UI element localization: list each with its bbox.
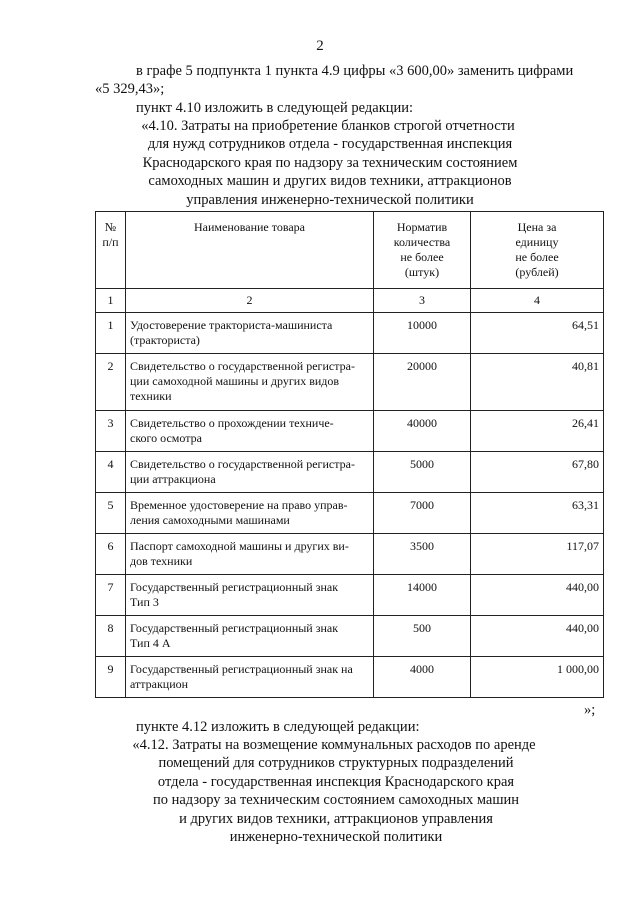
section-412-line: инженерно-технической политики [229, 829, 443, 845]
row-item-name: Паспорт самоходной машины и других ви- дов техники [126, 534, 374, 575]
intro-line-3: пункт 4.10 изложить в следующей редакции: [136, 100, 414, 116]
table-row [96, 616, 604, 657]
row-item-name: Временное удостоверение на право управ- ления самоходными машинами [126, 493, 374, 534]
row-price: 40,81 [471, 354, 604, 411]
row-number: 3 [96, 411, 126, 452]
row-item-name: Государственный регистрационный знак Тип 4 А [126, 616, 374, 657]
row-quantity: 14000 [374, 575, 471, 616]
row-price: 440,00 [471, 575, 604, 616]
row-item-name: Государственный регистрационный знак на аттракцион [126, 657, 374, 698]
section-410-line: управления инженерно-технической политики [186, 192, 474, 208]
table-row [96, 411, 604, 452]
section-410-line: «4.10. Затраты на приобретение бланков строгой отчетности [141, 118, 515, 134]
header-qty: Норматив количества не более (штук) [374, 212, 471, 289]
page-number: 2 [316, 38, 324, 54]
row-number: 7 [96, 575, 126, 616]
header-name: Наименование товара [126, 212, 374, 289]
row-item-name: Свидетельство о государственной регистра- ции самоходной машины и других видов техники [126, 354, 374, 411]
after-line-1: пункте 4.12 изложить в следующей редакции: [136, 719, 420, 735]
table-row [96, 313, 604, 354]
table-header-row [96, 212, 604, 289]
row-number: 1 [96, 313, 126, 354]
row-item-name: Удостоверение тракториста-машиниста (тракториста) [126, 313, 374, 354]
section-412-line: и других видов техники, аттракционов управления [179, 811, 493, 827]
row-price: 440,00 [471, 616, 604, 657]
table-row [96, 575, 604, 616]
row-quantity: 500 [374, 616, 471, 657]
row-item-name: Свидетельство о прохождении техниче- ского осмотра [126, 411, 374, 452]
index-cell: 4 [471, 289, 604, 313]
header-price: Цена за единицу не более (рублей) [471, 212, 604, 289]
closing-quote-mark: »; [584, 702, 596, 718]
section-410-line: Краснодарского края по надзору за техническим состоянием [142, 155, 518, 171]
row-quantity: 5000 [374, 452, 471, 493]
table-index-row [96, 289, 604, 313]
table-row [96, 452, 604, 493]
row-number: 9 [96, 657, 126, 698]
row-quantity: 4000 [374, 657, 471, 698]
section-410-line: самоходных машин и других видов техники, аттракционов [148, 173, 512, 189]
row-number: 5 [96, 493, 126, 534]
row-quantity: 10000 [374, 313, 471, 354]
row-quantity: 3500 [374, 534, 471, 575]
row-price: 1 000,00 [471, 657, 604, 698]
section-410-line: для нужд сотрудников отдела - государственная инспекция [147, 136, 513, 152]
items-table [95, 211, 604, 698]
section-412-line: «4.12. Затраты на возмещение коммунальных расходов по аренде [132, 737, 536, 753]
row-number: 4 [96, 452, 126, 493]
row-item-name: Государственный регистрационный знак Тип 3 [126, 575, 374, 616]
row-number: 2 [96, 354, 126, 411]
row-quantity: 40000 [374, 411, 471, 452]
row-quantity: 20000 [374, 354, 471, 411]
row-number: 8 [96, 616, 126, 657]
header-num: № п/п [96, 212, 126, 289]
row-price: 64,51 [471, 313, 604, 354]
section-412-line: по надзору за техническим состоянием самоходных машин [152, 792, 520, 808]
table-row [96, 493, 604, 534]
row-quantity: 7000 [374, 493, 471, 534]
index-cell: 2 [126, 289, 374, 313]
table-row [96, 657, 604, 698]
row-price: 67,80 [471, 452, 604, 493]
row-price: 117,07 [471, 534, 604, 575]
section-412-line: помещений для сотрудников структурных подразделений [158, 755, 514, 771]
table-body [96, 313, 604, 698]
section-412-line: отдела - государственная инспекция Краснодарского края [157, 774, 515, 790]
row-item-name: Свидетельство о государственной регистра- ции аттракциона [126, 452, 374, 493]
intro-line-2: «5 329,43»; [95, 81, 165, 97]
row-number: 6 [96, 534, 126, 575]
index-cell: 1 [96, 289, 126, 313]
index-cell: 3 [374, 289, 471, 313]
row-price: 26,41 [471, 411, 604, 452]
intro-line-1: в графе 5 подпункта 1 пункта 4.9 цифры «3 600,00» заменить цифрами [136, 63, 574, 79]
table-row [96, 354, 604, 411]
row-price: 63,31 [471, 493, 604, 534]
table-row [96, 534, 604, 575]
